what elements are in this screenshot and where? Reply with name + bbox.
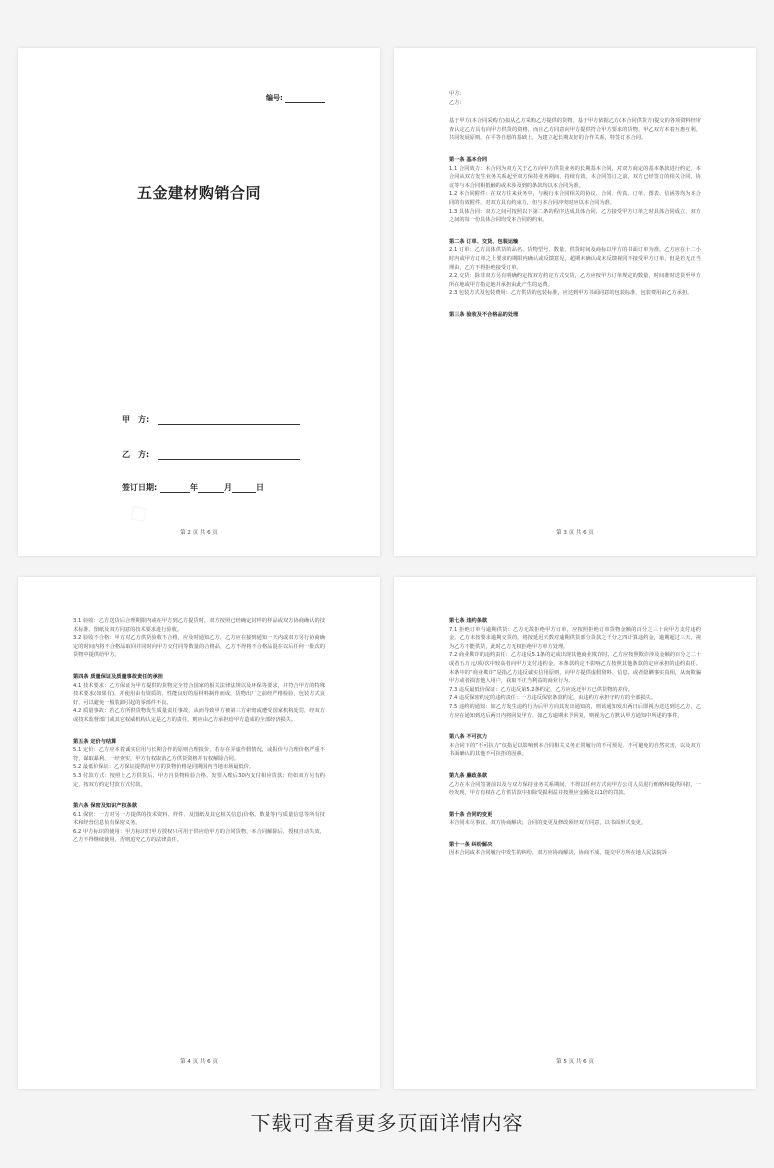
contract-page-4 [18, 577, 380, 1089]
page-body [73, 617, 325, 845]
party-a-blank-line [158, 416, 300, 425]
contract-page-5 [394, 577, 756, 1089]
party-a-field [122, 414, 300, 425]
page-body [449, 90, 701, 319]
paragraph: 7.2 商业欺诈的违约责任：乙方违反5.1条的定或出现其他商业欺诈时，乙方应按照欺诈涉及金额的百分之二十或者五万元/项/次中较高者向甲方支付违约金。本条款约定不影响乙方按照其他条款的定应承担的违约责任。本条中的“商业欺诈”是指乙方违反诚实信用原则，向甲方提供虚假资料、信息，或者隐瞒事实真相，从而欺骗甲方或者损害他人用户，获取不正当利益的商业行为。 [449, 652, 701, 685]
party-a-label: 甲 方: [122, 415, 150, 424]
paragraph: 本合同下的“不可抗力”仅指足以影响到本合同相关义务正常履行的不可预见、不可避免的自然灾害，以及双方书面确认的其他不可抗拒的因素。 [449, 742, 701, 758]
paragraph: 7.1 拒绝订单与逾期供货：乙方无故拒绝甲方订单，应按照拒绝订单货物金额的百分之三十向甲方支付违约金。乙方未按要求逾期交货的，将按延迟天数对逾期供货部分货款之千分之四计算违约金，逾期超过三天，视为乙方不能供货，此时乙方无权拒绝甲方单方处理。 [449, 626, 701, 650]
month-label: 月 [224, 483, 232, 492]
paragraph: 本合同未尽事宜，双方协商解决；合同的变更及修改须经双方同意，以书面形式变更。 [449, 820, 647, 827]
year-label: 年 [190, 483, 198, 492]
page-number: 第 5 页 共 6 页 [556, 1059, 594, 1065]
sign-date-field [122, 482, 264, 493]
paragraph-spacer [449, 798, 701, 811]
paragraph: 6.2 甲方标识的使用：甲方标识归甲方授权只可用于供应给甲方的合同货物，本合同解除后，授权自动失效，乙方不得继续使用，否则追究乙方的法律责任。 [73, 828, 325, 844]
paragraph: 2.3 包装方式及包装费用：乙方供货的包装标准，应达到甲方书面同意的包装标准，包装费用由乙方承担。 [449, 290, 693, 297]
paragraph: 1.2 本合同附件：在双方往来业务中，与履行本合同相关的协议、合同、传真、订单、图表、信函等均为本合同的有效附件，对双方具有约束力，但与本合同冲突时应以本合同为准。 [449, 191, 701, 206]
article-heading: 第七条 违约条款 [449, 618, 488, 624]
paragraph: 1.3 具体合同：双方之间可按照以下第二条的程序达成具体合同，乙方接受甲方订单之时具体合同成立，双方之间的每一份具体合同均受本合同的约束。 [449, 208, 701, 224]
paragraph: 4.2 质量事故：若乙方所供货物发生质量责任事故，从而导致甲方被第三方索赔或遭受国家机构处罚，经双方或技术监督部门或其它权威机构认定是乙方的责任，则应由乙方承担给甲方造成的全部经济损失。 [73, 708, 325, 723]
paragraph: 1.1 合同效力：本合同为双方关于乙方向甲方供货业务的长期基本合同，对双方商定的基本条款进行约定，本合同从双方发生业务关系起至双方保持业务期间，持续有效。本合同签订之前，双方已经签订的相关合同、协议等与本合同相抵触的或未涉及到的条款均以本合同为准。 [449, 165, 701, 189]
article-heading: 第六条 保密及知识产权条款 [73, 803, 138, 810]
paragraph-spacer [449, 143, 701, 156]
serial-blank-line [285, 95, 325, 103]
party-b-field [122, 449, 300, 460]
article-heading: 第四条 质量保证及质量事故责任的承担 [73, 673, 163, 680]
paragraph-spacer [449, 759, 701, 772]
paragraph-spacer [449, 225, 701, 238]
download-more-caption: 下载可查看更多页面详情内容 [250, 1111, 524, 1135]
paragraph-spacer [449, 720, 701, 733]
paragraph-spacer [449, 107, 701, 117]
cover-page [18, 48, 380, 556]
paragraph: 5.2 最低价保证：乙方保证提供给甲方的货物价格是同期国内当地市场最低价。 [73, 764, 255, 771]
paragraph: 7.4 违反保密约定的违约责任：一方违反保密条款约定，由违约方承担守约方的全部损失。 [449, 695, 657, 702]
paragraph: 4.1 技术要求：乙方保证为甲方提供的货物完全符合国家的相关法律法规以及环保等要求，并符合甲方的特殊技术要求(如果有)，并使用由有资质的、性能良好的原材料制作而成，货物出厂之前经严格检验，包装方式良好，可以避免一般装卸引起的零部件不良。 [73, 682, 325, 706]
article-heading: 第八条 不可抗力 [449, 734, 488, 741]
paragraph-spacer [73, 660, 325, 673]
watermark-mark [121, 495, 155, 531]
article-heading: 第九条 廉政条款 [449, 772, 488, 779]
sign-date-label: 签订日期: [122, 483, 158, 492]
day-label: 日 [256, 483, 264, 492]
serial-number-field [266, 93, 325, 103]
paragraph: 5.1 定价：乙方应本着诚实信用与长期合作的原则合理报价，若存在弄虚作假情况，或报价与合理价格严重不符，谋取暴利，一经查实，甲方有权取消乙方供货资格并有权解除合同。 [73, 747, 325, 762]
article-heading: 第十条 合同的变更 [449, 811, 493, 818]
serial-label: 编号: [266, 94, 283, 102]
paragraph: 基于甲方(本合同采购方)拟从乙方采购乙方提供的货物，基于甲方依据乙方(本合同供货方)提交的各项资料经审查认定乙方具有向甲方供货的资格，而且乙方同意向甲方提供符合甲方要求的货物。甲乙双方本着互惠互利、共同发展原则，在平等自愿的基础上，为建立起长期友好的合作关系，特签订本合同。 [449, 118, 701, 142]
month-blank-line [198, 484, 224, 493]
paragraph: 7.3 违反最低价保证：乙方违反第5.2条约定，乙方应返还甲方已供货物的差价。 [449, 686, 634, 693]
paragraph-spacer [73, 725, 325, 738]
paragraph-spacer [449, 828, 701, 841]
paragraph: 3.1 验收：乙方送货后合理期限内或在甲方到乙方提货时，双方按照已经确定封样的样品或双方协商确认的技术标准、图纸及双方同意的技术要求进行验收。 [73, 618, 325, 633]
article-heading: 第二条 订单、交货、包装运输 [449, 238, 519, 245]
paragraph: 甲方: [449, 91, 462, 97]
article-heading: 第三条 验收及不合格品的处理 [449, 311, 519, 318]
paragraph: 3.2 验收不合格：甲方对乙方供货验收不合格，应及时通知乙方，乙方应在接到通知一天内或双方另行协商确定的时间内将不合格品取回并同时向甲方交付同等数量的合格品，乙方不得将不合格品混在以后任何一批次的货物中提供给甲方。 [73, 635, 325, 659]
paragraph-spacer [73, 789, 325, 802]
paragraph: 5.3 付款方式：按照上乙方供货后，甲方自货物检验合格、发票入账后30内支付相应货款；但如双方另有约定，按双方约定付款方式付款。 [73, 772, 325, 788]
year-blank-line [160, 484, 190, 493]
paragraph: 乙方在本合同签署前以及与双方保持业务关系期间，不得以任何方式向甲方公司人员进行贿赂和提供回扣，一经发现，甲方有权在乙方供货款中扣除受损利益并按照应金额处以1倍的罚款。 [449, 781, 701, 797]
page-number: 第 2 页 共 6 页 [180, 530, 218, 536]
article-heading: 第五条 定价与结算 [73, 738, 117, 745]
paragraph: 2.1 订单：乙方具体供货的品名、货物型号、数量、供货时间及商标以甲方的书面订单为准。乙方应在十二小时内或甲方订单之上要求的期限内确认或反馈意见，超期未确认或未反馈视同不接受甲方订单，但是若无正当理由，乙方不得拒绝接受订单。 [449, 247, 701, 271]
paragraph-spacer [449, 298, 701, 311]
article-heading: 第一条 基本合同 [449, 156, 488, 163]
paragraph: 2.2 交货：除非双方另有明确约定按双方约定方式交货，乙方应按甲方订单规定的数量、时间准时送货至甲方所在地或甲方指定地并承担由此产生的运费。 [449, 273, 701, 288]
party-b-blank-line [158, 451, 300, 460]
page-body [449, 617, 701, 858]
page-number: 第 3 页 共 6 页 [556, 530, 594, 536]
paragraph: 因本合同或本合同履行中发生的纠纷，双方应协商解决，协商不成，提交甲方所在地人民法院诉 [449, 850, 667, 857]
paragraph: 7.5 违约的通知：如乙方发生违约行为后甲方向其发出通知的，则该通知发出两日后即视为送达到达乙方，乙方应在通知到达后两日内将回复甲方，如乙方逾期未予回复，则视为乙方默认甲方通知中所述的事件。 [449, 703, 701, 719]
article-heading: 第十一条 纠纷解决 [449, 841, 493, 848]
party-b-label: 乙 方: [122, 450, 150, 459]
page-number: 第 4 页 共 6 页 [180, 1059, 218, 1065]
contract-page-3 [394, 48, 756, 556]
paragraph: 乙方: [449, 99, 462, 106]
paragraph: 6.1 保密：一方对另一方提供的技术资料、样件、及图纸及其它相关信息(价格、数量等)与质量信息等所有技术和经营信息负有保密义务。 [73, 811, 325, 827]
contract-title: 五金建材购销合同 [136, 184, 261, 202]
day-blank-line [232, 484, 256, 493]
